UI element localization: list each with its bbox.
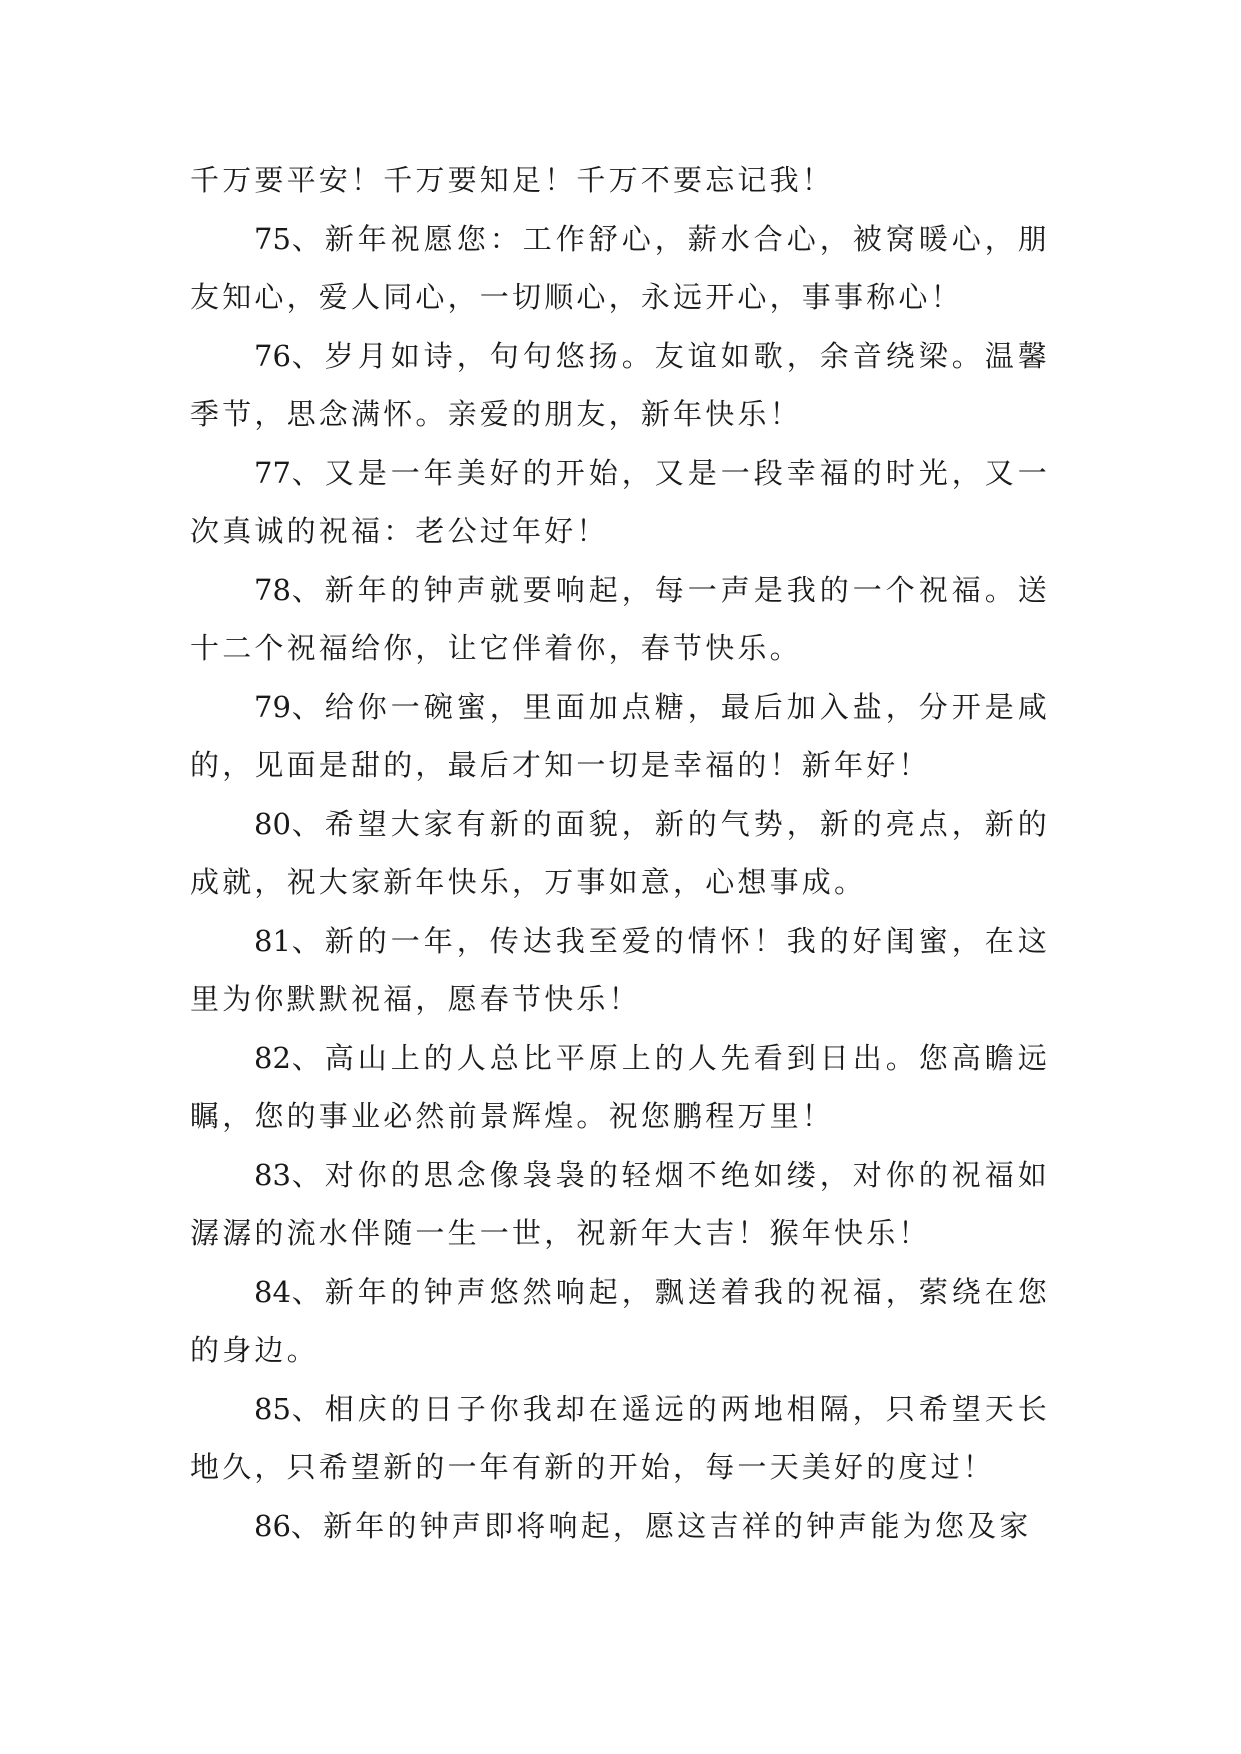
paragraph-number: 76 [254,338,291,373]
paragraph-text: 、新年祝愿您：工作舒心，薪水合心，被窝暖心，朋友知心，爱人同心，一切顺心，永远开心，事事称心！ [190,221,1050,314]
paragraph-number: 79 [254,689,291,724]
paragraph-number: 75 [254,221,291,256]
paragraph-text: 、新的一年，传达我至爱的情怀！我的好闺蜜，在这里为你默默祝福，愿春节快乐！ [190,923,1050,1016]
paragraph-83 [190,1146,1050,1263]
paragraph-80 [190,795,1050,912]
paragraph-number: 85 [254,1391,291,1426]
paragraph-number: 82 [254,1040,291,1075]
paragraph-77 [190,444,1050,561]
paragraph-number: 86 [254,1508,291,1543]
paragraph-text: 、对你的思念像袅袅的轻烟不绝如缕，对你的祝福如潺潺的流水伴随一生一世，祝新年大吉！猴年快乐！ [190,1157,1050,1250]
paragraph-85 [190,1380,1050,1497]
paragraph-continued [190,151,1050,210]
paragraph-text: 千万要平安！千万要知足！千万不要忘记我！ [190,163,835,197]
paragraph-text: 、相庆的日子你我却在遥远的两地相隔，只希望天长地久，只希望新的一年有新的开始，每一天美好的度过！ [190,1391,1050,1484]
paragraph-number: 81 [254,923,291,958]
paragraph-81 [190,912,1050,1029]
paragraph-79 [190,678,1050,795]
paragraph-75 [190,210,1050,327]
paragraph-text: 、希望大家有新的面貌，新的气势，新的亮点，新的成就，祝大家新年快乐，万事如意，心想事成。 [190,806,1050,899]
paragraph-text: 、给你一碗蜜，里面加点糖，最后加入盐，分开是咸的，见面是甜的，最后才知一切是幸福的！新年好！ [190,689,1050,782]
paragraph-number: 84 [254,1274,291,1309]
paragraph-84 [190,1263,1050,1380]
paragraph-76 [190,327,1050,444]
paragraph-text: 、又是一年美好的开始，又是一段幸福的时光，又一次真诚的祝福：老公过年好！ [190,455,1050,548]
paragraph-text: 、新年的钟声就要响起，每一声是我的一个祝福。送十二个祝福给你，让它伴着你，春节快乐。 [190,572,1050,665]
paragraph-82 [190,1029,1050,1146]
paragraph-86 [190,1497,1050,1556]
paragraph-number: 80 [254,806,291,841]
paragraph-text: 、新年的钟声即将响起，愿这吉祥的钟声能为您及家 [290,1508,1032,1543]
document-body [190,151,1050,1555]
paragraph-text: 、高山上的人总比平原上的人先看到日出。您高瞻远瞩，您的事业必然前景辉煌。祝您鹏程万里！ [190,1040,1050,1133]
paragraph-text: 、新年的钟声悠然响起，飘送着我的祝福，萦绕在您的身边。 [190,1274,1050,1367]
paragraph-78 [190,561,1050,678]
paragraph-number: 77 [254,455,291,490]
paragraph-text: 、岁月如诗，句句悠扬。友谊如歌，余音绕梁。温馨季节，思念满怀。亲爱的朋友，新年快乐！ [190,338,1050,431]
paragraph-number: 83 [254,1157,291,1192]
paragraph-number: 78 [254,572,291,607]
